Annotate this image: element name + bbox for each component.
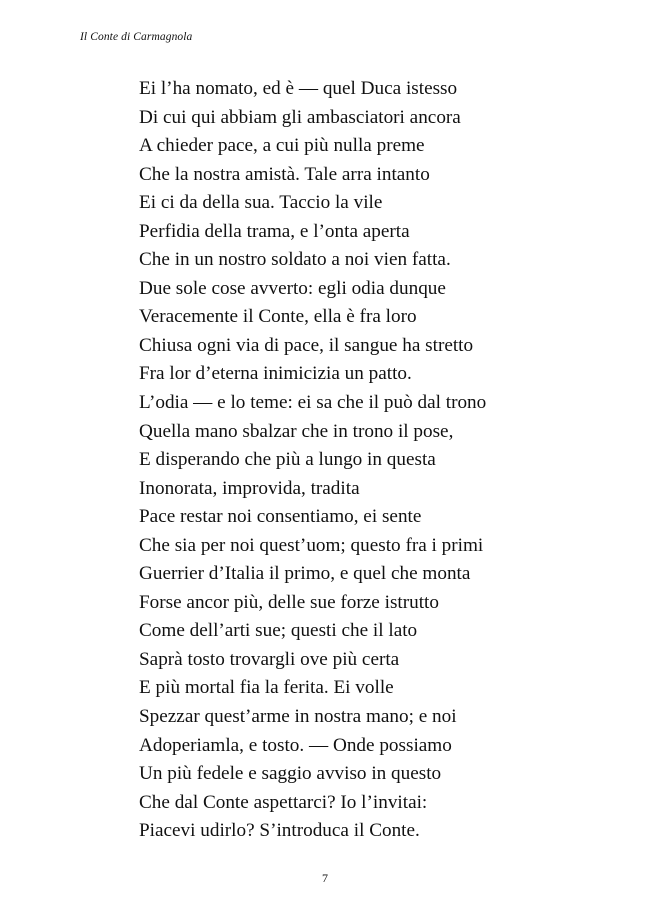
verse-line: A chieder pace, a cui più nulla preme (139, 135, 425, 157)
verse-line: E più mortal fia la ferita. Ei volle (139, 677, 394, 699)
verse-line: Pace restar noi consentiamo, ei sente (139, 506, 422, 528)
verse-line: Perfidia della trama, e l’onta aperta (139, 220, 410, 242)
verse-line: E disperando che più a lungo in questa (139, 449, 436, 471)
running-title: Il Conte di Carmagnola (80, 31, 193, 43)
verse-line: Adoperiamla, e tosto. — Onde possiamo (139, 734, 452, 756)
verse-line: Chiusa ogni via di pace, il sangue ha stretto (139, 334, 474, 356)
verse-line: L’odia — e lo teme: ei sa che il può dal trono (139, 392, 487, 414)
verse-line: Un più fedele e saggio avviso in questo (139, 763, 442, 785)
verse-line: Come dell’arti sue; questi che il lato (139, 620, 418, 642)
verse-line: Che in un nostro soldato a noi vien fatta. (139, 249, 451, 271)
verse-line: Forse ancor più, delle sue forze istrutto (139, 591, 439, 613)
page-number: 7 (322, 871, 328, 885)
verse-line: Due sole cose avverto: egli odia dunque (139, 277, 446, 299)
verse-line: Ei ci da della sua. Taccio la vile (139, 192, 383, 214)
verse-line: Ei l’ha nomato, ed è — quel Duca istesso (139, 78, 458, 99)
verse-block (139, 75, 486, 846)
verse-line: Inonorata, improvida, tradita (139, 477, 360, 499)
verse-line: Che dal Conte aspettarci? Io l’invitai: (139, 791, 428, 813)
verse-line: Spezzar quest’arme in nostra mano; e noi (139, 706, 457, 728)
verse-line: Di cui qui abbiam gli ambasciatori ancora (139, 106, 461, 128)
verse-line: Fra lor d’eterna inimicizia un patto. (139, 363, 412, 385)
verse-line: Quella mano sbalzar che in trono il pose, (139, 420, 454, 442)
verse-line: Che la nostra amistà. Tale arra intanto (139, 163, 430, 185)
verse-line: Saprà tosto trovargli ove più certa (139, 648, 400, 670)
verse-line: Veracemente il Conte, ella è fra loro (139, 306, 417, 328)
verse-line: Piacevi udirlo? S’introduca il Conte. (139, 820, 420, 842)
verse-line: Guerrier d’Italia il primo, e quel che monta (139, 563, 471, 585)
verse-line: Che sia per noi quest’uom; questo fra i primi (139, 534, 484, 556)
